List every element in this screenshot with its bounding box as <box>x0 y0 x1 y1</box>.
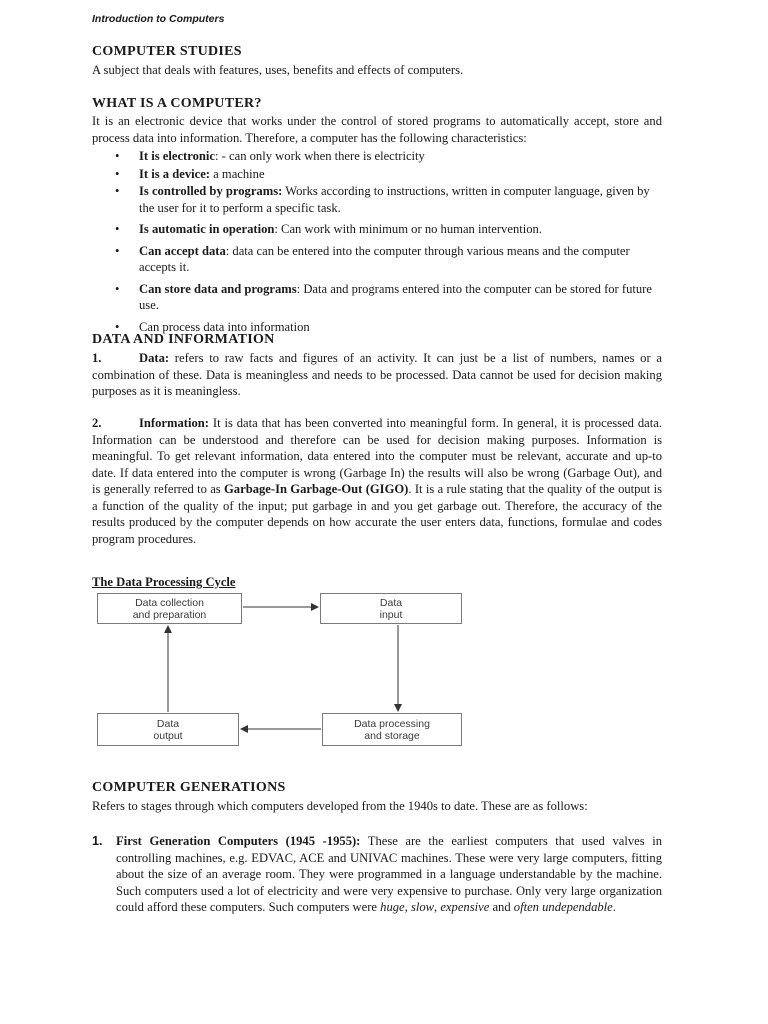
characteristic-term: It is electronic <box>139 149 216 163</box>
separator: : <box>215 149 222 163</box>
emphasis-word: slow <box>410 900 435 914</box>
item-number: 2. <box>92 416 102 430</box>
information-term: Information: <box>139 416 209 430</box>
heading-computer-studies: COMPUTER STUDIES <box>92 44 242 59</box>
separator: : <box>274 222 282 236</box>
step-data-output: Data output <box>97 713 239 746</box>
emphasis-word: huge <box>380 900 405 914</box>
emphasis-word: often undependable <box>513 900 613 914</box>
running-header: Introduction to Computers <box>92 13 225 25</box>
characteristic-term: Can accept data <box>139 243 226 258</box>
generation-desc: These are the earliest computers that used valves in controlling machines, e.g. EDVAC, ACE and UNIVAC machines. These were very large computers, fitting about the size of an average room. They were programmed in a language understandable by the machine. Such computers used a lot of electricity and were very expensive to purchase. Only very large organization could afford these computers. Such computers were <box>116 834 662 914</box>
characteristic-desc: Data and programs entered into the computer can be stored for future use. <box>139 281 652 312</box>
data-desc: refers to raw facts and figures of an activity. It can just be a list of numbers, names or a combination of these. Data is meaningless and needs to be processed. Data cannot be used for decision making purposes as it is meaningless. <box>92 351 662 398</box>
information-desc-1: It is data that has been converted into meaningful form. In general, it is processed data. Information can be understood and therefore can be used for decision making purposes. Information is meaningful. To get relevant information, data entered into the computer must be relevant, accurate and up-to date. If data entered into the computer is wrong (Garbage In) the results will also be wrong (Garbage Out), and is generally referred to as <box>92 416 662 496</box>
item-number: 1. <box>92 834 103 848</box>
characteristic-term: Can store data and programs <box>139 281 297 296</box>
characteristic-term: Is controlled by programs: <box>139 184 283 198</box>
emphasis-word: expensive <box>440 900 490 914</box>
computer-studies-definition: A subject that deals with features, uses, benefits and effects of computers. <box>92 63 464 77</box>
generations-intro: Refers to stages through which computers developed from the 1940s to date. These are as follows: <box>92 799 588 813</box>
gigo-term: Garbage-In Garbage-Out (GIGO) <box>224 482 409 496</box>
characteristic-desc: Can process data into information <box>139 319 310 334</box>
generation-text <box>116 833 662 916</box>
information-desc-2: . It is a rule stating that the quality of the output is a function of the quality of the input; put garbage in and you get garbage out. Therefore, the accuracy of the results produced by the computer depends on how accurate the user enters data, functions, formulae and codes program procedures. <box>92 482 662 546</box>
heading-computer-generations: COMPUTER GENERATIONS <box>92 780 286 795</box>
heading-data-information: DATA AND INFORMATION <box>92 332 275 347</box>
characteristic-desc: a machine <box>213 166 265 181</box>
characteristic-term: Is automatic in operation <box>139 222 275 236</box>
step-data-collection: Data collection and preparation <box>97 593 242 624</box>
generation-item-first <box>92 833 662 916</box>
characteristic-desc: data can be entered into the computer through various means and the computer accepts it. <box>139 243 630 274</box>
generation-term: First Generation Computers (1945 -1955): <box>116 834 361 848</box>
diagram-title: The Data Processing Cycle <box>92 575 236 589</box>
separator: : <box>296 281 304 296</box>
separator: , <box>434 900 441 914</box>
separator: , <box>404 900 411 914</box>
characteristic-desc: Works according to instructions, written in computer language, given by the user for it to perform a specific task. <box>139 184 650 215</box>
characteristic-term: It is a device: <box>139 166 210 181</box>
data-term: Data: <box>139 351 170 365</box>
item-number: 1. <box>92 351 102 365</box>
characteristic-desc: Can work with minimum or no human intervention. <box>281 222 542 236</box>
characteristic-desc: - can only work when there is electricity <box>221 149 425 163</box>
separator: and <box>489 900 514 914</box>
heading-what-is-computer: WHAT IS A COMPUTER? <box>92 96 262 111</box>
separator: . <box>612 900 616 914</box>
what-is-computer-intro: It is an electronic device that works under the control of stored programs to automatically accept, store and process data into information. Therefore, a computer has the following characteristics: <box>92 114 662 145</box>
step-data-input: Data input <box>320 593 462 624</box>
separator: : <box>225 243 233 258</box>
step-data-processing: Data processing and storage <box>322 713 462 746</box>
